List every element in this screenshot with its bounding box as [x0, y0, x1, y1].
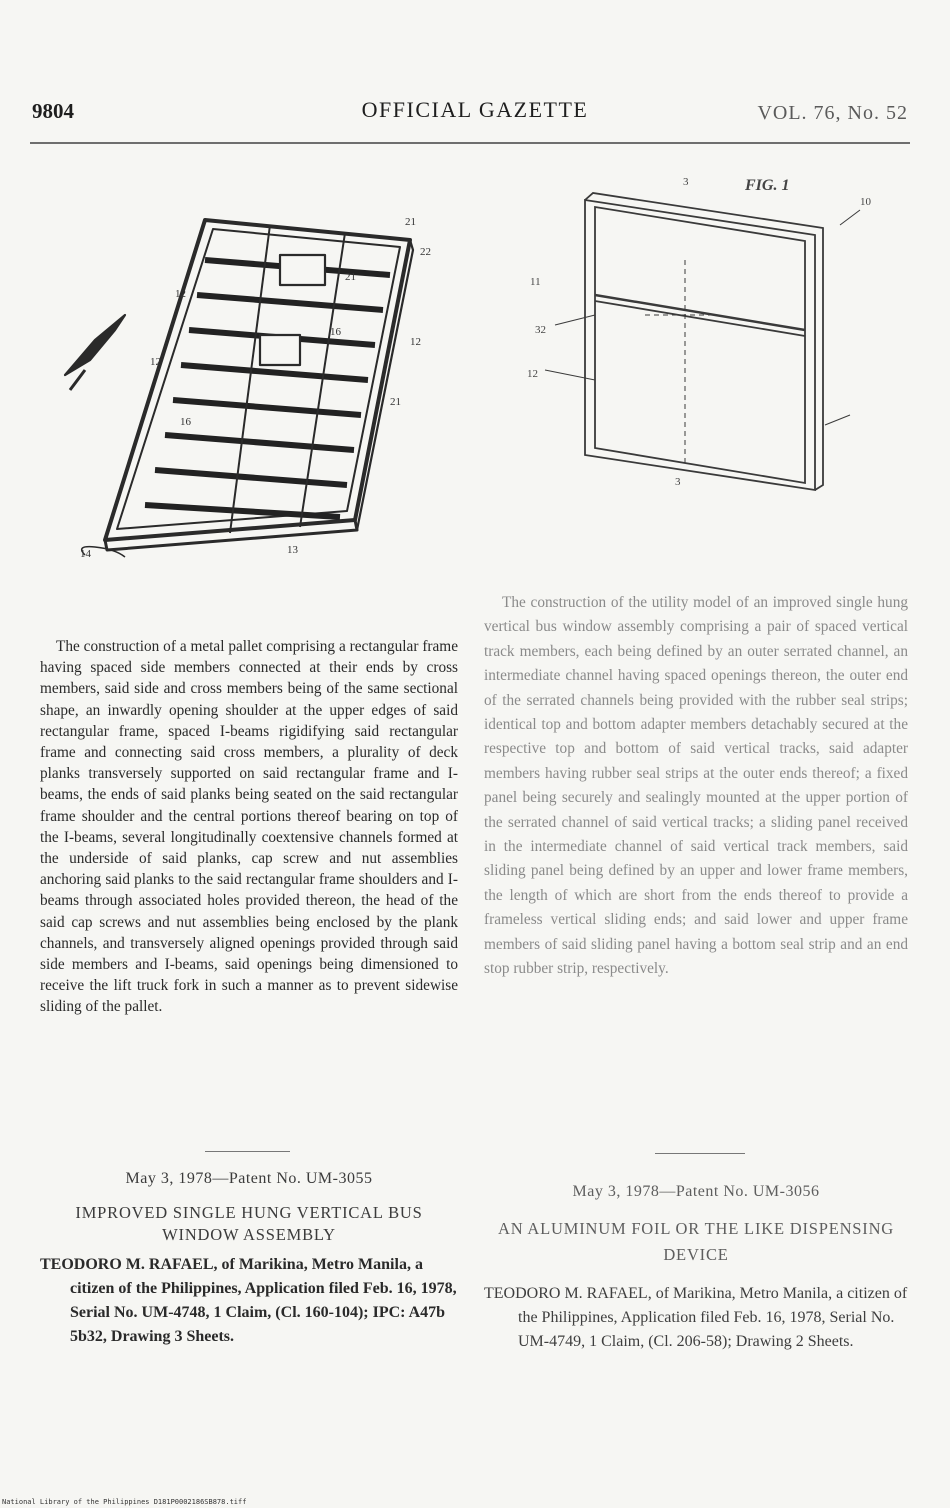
patent-title-um3056: AN ALUMINUM FOIL OR THE LIKE DISPENSING DEVICE [497, 1219, 895, 1264]
pallet-label: 12 [150, 356, 161, 368]
pallet-drawing-labels [80, 216, 431, 560]
volume-label: VOL. 76, No. 52 [757, 102, 908, 124]
window-label: 3 [675, 476, 681, 488]
scan-stamp: National Library of the Philippines D181P0002186SB878.tiff [2, 1498, 247, 1506]
applicant-um3056 [484, 1282, 908, 1354]
pallet-label: 13 [287, 544, 298, 556]
patent-date-um3056: May 3, 1978—Patent No. UM-3056 [572, 1183, 820, 1200]
pallet-label: 16 [330, 326, 341, 338]
applicant-details: , of Marikina, Metro Manila, a citizen of the Philippines, Application filed Feb. 16, 1978, Serial No. UM-4749, 1 Claim, (Cl. 206-58); Drawing 2 Sheets. [518, 1285, 908, 1350]
applicant-um3055 [40, 1253, 458, 1349]
window-label: 11 [530, 276, 541, 288]
pallet-label: 12 [410, 336, 421, 348]
header-rule [30, 142, 910, 144]
window-drawing-svg [515, 165, 910, 505]
pallet-label: 22 [420, 246, 431, 258]
window-label: 3 [683, 176, 689, 188]
pallet-label: 21 [390, 396, 401, 408]
section-separator [655, 1153, 745, 1154]
patent-date-um3055: May 3, 1978—Patent No. UM-3055 [125, 1170, 373, 1187]
window-label: 12 [527, 368, 538, 380]
window-label: 32 [535, 324, 546, 336]
window-label: 10 [860, 196, 871, 208]
window-abstract: The construction of the utility model of an improved single hung vertical bus window assembly comprising a pair of spaced vertical track members, each being defined by an outer serrated channel, an intermediate channel having spaced openings thereon, the outer end of the serrated channels being provided with the rubber seal strips; identical top and bottom adapter members detachably secured at the respective top and bottom of said vertical tracks, said adapter members having rubber seal strips at the outer ends thereof; a fixed panel being securely and sealingly mounted at the upper portion of the serrated channel of said vertical tracks; a sliding panel received in the intermediate channel of said vertical track members, said sliding panel being defined by an upper and lower frame members, the length of which are short from the ends thereof to provide a frameless vertical sliding ends; and said lower and upper frame members of said sliding panel having a bottom seal strip and an end stop rubber strip, respectively. [484, 594, 908, 978]
section-separator [205, 1151, 290, 1152]
pallet-label: 16 [180, 416, 191, 428]
applicant-details: , of Marikina, Metro Manila, a citizen of the Philippines, Application filed Feb. 16, 1978, Serial No. UM-4748, 1 Claim, (Cl. 160-104); IPC: A47b 5b32, Drawing 3 Sheets. [70, 1256, 457, 1345]
applicant-name: TEODORO M. RAFAEL [40, 1256, 214, 1273]
window-patent-drawing [515, 165, 910, 505]
pallet-drawing-svg [55, 165, 455, 575]
pallet-label: 21 [405, 216, 416, 228]
applicant-name: TEODORO M. RAFAEL [484, 1285, 648, 1302]
gazette-title: OFFICIAL GAZETTE [361, 97, 589, 122]
patent-title-um3055: IMPROVED SINGLE HUNG VERTICAL BUS WINDOW ASSEMBLY [75, 1203, 423, 1244]
window-drawing-labels [527, 176, 872, 488]
fig-label: FIG. 1 [745, 177, 790, 194]
pallet-abstract: The construction of a metal pallet comprising a rectangular frame having spaced side members connected at their ends by cross members, said side and cross members being of the same sectional shape, an inwardly opening shoulder at the upper edges of said rectangular frame, spaced I-beams rigidifying said rectangular frame and connecting said cross members, a plurality of deck planks transversely supported on said rectangular frame and I-beams, the ends of said planks being seated on the said rectangular frame shoulder and the central portions thereof bearing on top of the I-beams, several longitudinally coextensive channels formed at the underside of said planks, cap screw and nut assemblies anchoring said planks to the said rectangular frame shoulders and I-beams through associated holes provided thereon, the head of the said cap screws and nut assemblies being enclosed by the plank channels, and transversely aligned openings provided through said side members and I-beams, said openings being dimensioned to receive the lift truck fork in such a manner as to prevent sidewise sliding of the pallet. [40, 638, 458, 1016]
page-number: 9804 [32, 99, 74, 123]
pallet-label: 14 [80, 548, 91, 560]
pallet-label: 12 [175, 288, 186, 300]
pallet-label: 21 [345, 271, 356, 283]
pallet-patent-drawing [55, 165, 455, 575]
